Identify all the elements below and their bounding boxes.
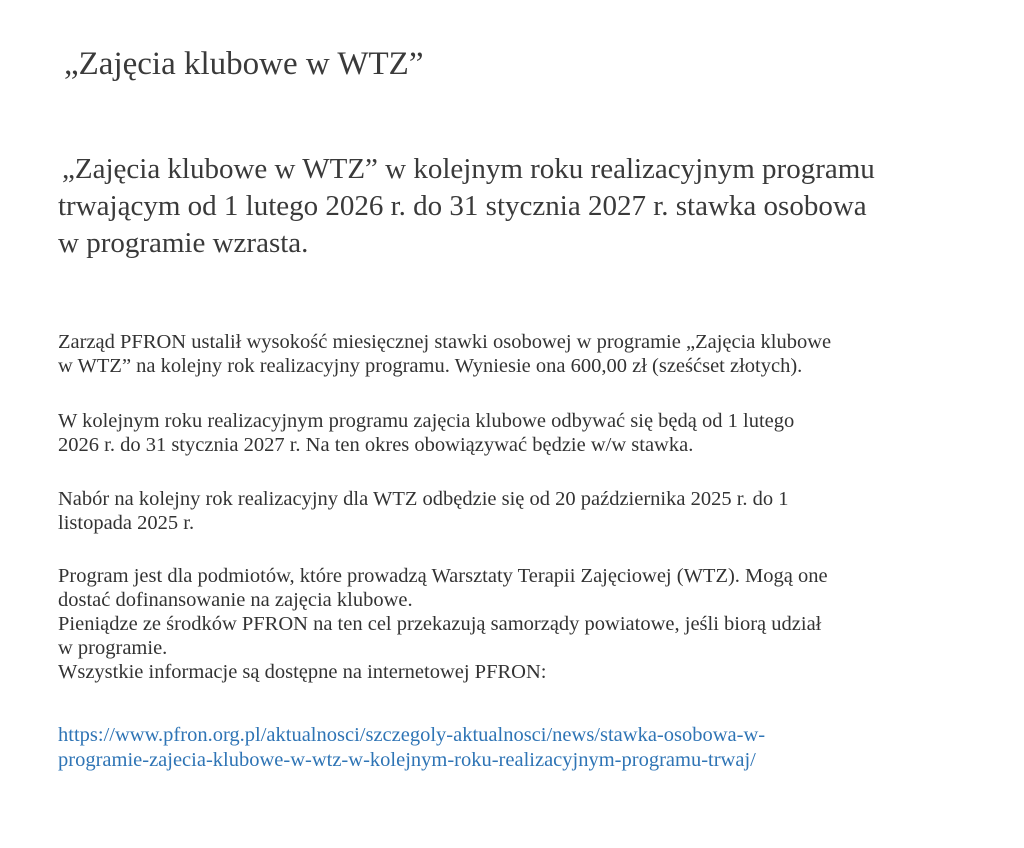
lead-paragraph xyxy=(58,151,1008,262)
paragraph-line: w programie. xyxy=(58,637,168,659)
paragraph-line: W kolejnym roku realizacyjnym programu zajęcia klubowe odbywać się będą od 1 lutego xyxy=(58,410,795,432)
lead-line: w programie wzrasta. xyxy=(58,227,309,259)
paragraph-line: Program jest dla podmiotów, które prowadzą Warsztaty Terapii Zajęciowej (WTZ). Mogą one xyxy=(58,565,828,587)
link-line[interactable]: https://www.pfron.org.pl/aktualnosci/szczegoly-aktualnosci/news/stawka-osobowa-w- xyxy=(58,724,766,746)
paragraph-line: dostać dofinansowanie na zajęcia klubowe. xyxy=(58,589,413,611)
paragraph-line: listopada 2025 r. xyxy=(58,512,195,534)
paragraph-period xyxy=(58,409,1008,457)
page-title: „Zajęcia klubowe w WTZ” xyxy=(64,46,424,82)
paragraph-rate xyxy=(58,330,1008,378)
paragraph-line: w WTZ” na kolejny rok realizacyjny programu. Wyniesie ona 600,00 zł (sześćset złotych). xyxy=(58,355,803,377)
paragraph-line: 2026 r. do 31 stycznia 2027 r. Na ten okres obowiązywać będzie w/w stawka. xyxy=(58,434,694,456)
pfron-news-link[interactable] xyxy=(58,723,765,773)
paragraph-line: Nabór na kolejny rok realizacyjny dla WTZ odbędzie się od 20 października 2025 r. do 1 xyxy=(58,488,789,510)
paragraph-line: Pieniądze ze środków PFRON na ten cel przekazują samorządy powiatowe, jeśli biorą udział xyxy=(58,613,822,635)
paragraph-recruitment xyxy=(58,487,1008,535)
link-line[interactable]: programie-zajecia-klubowe-w-wtz-w-kolejnym-roku-realizacyjnym-programu-trwaj/ xyxy=(58,749,756,771)
lead-line: „Zajęcia klubowe w WTZ” w kolejnym roku realizacyjnym programu xyxy=(62,153,875,185)
paragraph-program-info xyxy=(58,564,1008,684)
paragraph-line: Wszystkie informacje są dostępne na internetowej PFRON: xyxy=(58,661,547,683)
lead-line: trwającym od 1 lutego 2026 r. do 31 stycznia 2027 r. stawka osobowa xyxy=(58,190,867,222)
paragraph-line: Zarząd PFRON ustalił wysokość miesięcznej stawki osobowej w programie „Zajęcia klubowe xyxy=(58,331,832,353)
